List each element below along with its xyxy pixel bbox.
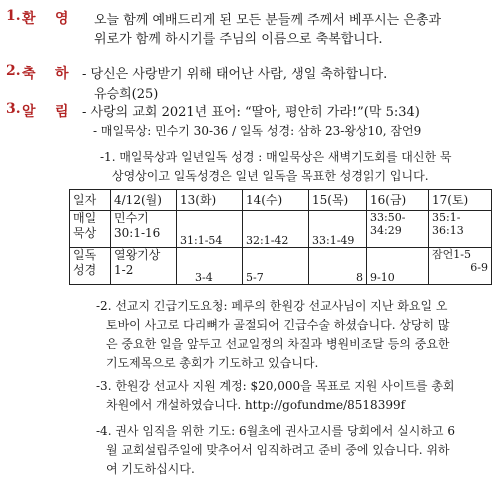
table-header-cell: 4/12(월) — [111, 190, 177, 211]
table-header-row — [70, 190, 492, 211]
motto-line: - 사랑의 교회 2021년 표어: “딸아, 평안히 가라!”(막 5:34) — [82, 105, 420, 120]
notice-2-line: 기도제목으로 총회가 기도하고 있습니다. — [106, 356, 319, 370]
notice-3 — [96, 377, 455, 415]
notice-4-line: 여 기도하십시다. — [106, 462, 195, 476]
row-label-meditation: 매일 묵상 — [70, 211, 111, 248]
notice-3-line: -3. 한원강 선교사 지원 계정: $20,000을 목표로 지원 사이트를 총회 — [96, 379, 455, 393]
birthday-name: 유승희(25) — [94, 87, 159, 102]
notice-4-line: 월 교회설립주일에 맞추어서 임직하려고 준비 중에 있습니다. 위하 — [106, 443, 450, 457]
row-label-reading: 일독 성경 — [70, 248, 111, 285]
notice-4 — [96, 422, 455, 479]
table-header-cell: 일자 — [70, 190, 111, 211]
welcome-line-1: 오늘 함께 예배드리게 된 모든 분들께 주께서 베푸시는 은총과 — [94, 13, 442, 28]
table-header-cell: 15(목) — [309, 190, 367, 211]
reading-schedule-table — [69, 189, 492, 285]
notice-3-line: 차원에서 개설하였습니다. http://gofundme/8518399f — [106, 398, 406, 412]
notice-1-line-2: 상영상이고 일독성경은 일년 일독을 목표한 성경읽기 입니다. — [112, 169, 429, 183]
notice-2-line: 은 중요한 일을 앞두고 선교일정의 차질과 병원비조달 등의 중요한 — [106, 337, 450, 351]
table-cell: 5-7 — [243, 248, 309, 285]
table-cell: 35:1- 36:13 — [429, 211, 492, 248]
notice-1-line-1: -1. 매일묵상과 일년일독 성경 : 매일묵상은 새벽기도회를 대신한 묵 — [100, 150, 452, 164]
item-number-3: 3. — [6, 101, 21, 117]
notice-4-line: -4. 권사 임직을 위한 기도: 6월초에 권사고시를 당회에서 실시하고 6 — [96, 424, 455, 438]
heading-congratulations: 축 하 — [22, 66, 69, 82]
table-header-cell: 17(토) — [429, 190, 492, 211]
table-cell: 열왕기상 1-2 — [111, 248, 177, 285]
table-cell: 민수기 30:1-16 — [111, 211, 177, 248]
table-cell: 32:1-42 — [243, 211, 309, 248]
table-cell: 31:1-54 — [177, 211, 243, 248]
table-cell: 33:50- 34:29 — [367, 211, 429, 248]
table-cell: 잠언1-5 6-9 — [429, 248, 492, 285]
table-cell: 9-10 — [367, 248, 429, 285]
heading-announcements: 알 림 — [22, 104, 69, 120]
table-row-meditation — [70, 211, 492, 248]
notice-2-line: -2. 선교지 긴급기도요청: 페루의 한원강 선교사님이 지난 화요일 오 — [96, 299, 448, 313]
birthday-line: - 당신은 사랑받기 위해 태어난 사람, 생일 축하합니다. — [82, 67, 388, 82]
heading-welcome: 환 영 — [22, 11, 69, 27]
daily-meditation-line: - 매일묵상: 민수기 30-36 / 일독 성경: 삼하 23-왕상10, 잠언9 — [93, 124, 422, 138]
table-cell: 33:1-49 — [309, 211, 367, 248]
item-number-2: 2. — [6, 63, 21, 79]
notice-2-line: 토바이 사고로 다리뼈가 골절되어 긴급수술 하셨습니다. 상당히 많 — [106, 318, 450, 332]
item-number-1: 1. — [6, 8, 21, 24]
table-header-cell: 14(수) — [243, 190, 309, 211]
table-header-cell: 13(화) — [177, 190, 243, 211]
welcome-line-2: 위로가 함께 하시기를 주님의 이름으로 축복합니다. — [94, 32, 383, 47]
table-cell: 8 — [309, 248, 367, 285]
notice-2 — [96, 297, 450, 373]
table-cell: 3-4 — [177, 248, 243, 285]
table-row-reading — [70, 248, 492, 285]
table-header-cell: 16(금) — [367, 190, 429, 211]
